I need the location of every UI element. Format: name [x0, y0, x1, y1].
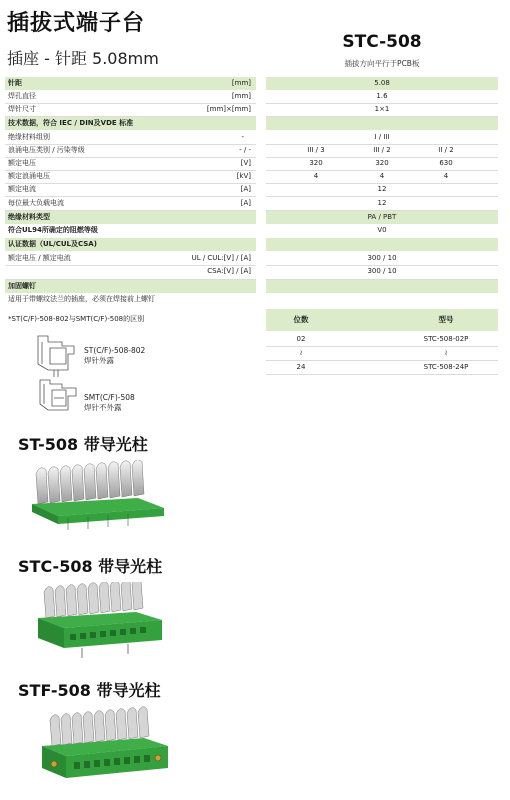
spec-label: 绝缘材料组别 — [8, 133, 50, 141]
spec-value: 4 — [443, 172, 449, 180]
spec-label: 绝缘材料类型 — [8, 213, 50, 221]
spec-value-row — [266, 170, 498, 183]
order-model: STC-508-24P — [423, 363, 469, 371]
spec-row — [5, 77, 256, 90]
spec-value-row — [266, 90, 498, 103]
spec-unit: - — [241, 133, 244, 141]
spec-unit: [mm] — [231, 92, 251, 100]
spec-unit: [mm]×[mm] — [206, 105, 251, 113]
spec-value: III / 3 — [307, 146, 325, 154]
spec-label: 符合UL94所确定的阻燃等级 — [8, 226, 98, 234]
spec-label: 额定浪涌电压 — [8, 172, 50, 180]
spec-value-row — [266, 265, 498, 278]
diagram-label — [84, 393, 135, 413]
section-title-stc-508: STC-508 带导光柱 — [18, 557, 163, 576]
difference-note: *ST(C/F)-508-802与SMT(C/F)-508的区别 — [8, 315, 145, 323]
spec-row — [5, 280, 256, 293]
spec-value: 300 / 10 — [367, 267, 397, 275]
spec-value-row — [266, 157, 498, 170]
spec-value-row — [266, 144, 498, 157]
spec-value: V0 — [377, 226, 387, 234]
st-508-product-image — [28, 460, 168, 532]
st-508-802-profile-diagram — [28, 334, 80, 378]
diagram-label-line: ST(C/F)-508-802 — [84, 346, 146, 355]
spec-value: PA / PBT — [367, 213, 397, 221]
spec-value: 1.6 — [376, 92, 388, 100]
order-table-header — [266, 309, 498, 331]
spec-row — [5, 293, 256, 306]
spec-value: 630 — [439, 159, 453, 167]
spec-label: 每位最大负载电流 — [8, 199, 64, 207]
spec-row — [5, 252, 256, 265]
order-model: ≀ — [444, 349, 448, 357]
spec-label: 加固螺钉 — [8, 282, 36, 290]
spec-unit: CSA:[V] / [A] — [207, 267, 251, 275]
spec-unit: UL / CUL:[V] / [A] — [191, 254, 251, 262]
spec-unit: [V] — [240, 159, 251, 167]
spec-row — [5, 197, 256, 210]
spec-value: 12 — [377, 199, 387, 207]
spec-value-row — [266, 77, 498, 90]
spec-value: 4 — [379, 172, 385, 180]
spec-row — [5, 183, 256, 196]
order-model: STC-508-02P — [423, 335, 469, 343]
order-positions: ≀ — [299, 349, 303, 357]
order-row — [266, 361, 498, 374]
page-subtitle: 插座 - 针距 5.08mm — [7, 49, 159, 68]
spec-row — [5, 224, 256, 237]
spec-unit: - / - — [239, 146, 251, 154]
spec-row — [5, 170, 256, 183]
spec-label: 额定电流 — [8, 185, 36, 193]
spec-unit: [kV] — [236, 172, 251, 180]
spec-label: 针距 — [8, 79, 22, 87]
spec-label: 焊针尺寸 — [8, 105, 36, 113]
spec-unit: [A] — [240, 199, 251, 207]
spec-value-row — [266, 117, 498, 130]
spec-label: 适用于带螺纹法兰的插座，必须在焊接前上螺钉 — [8, 295, 155, 303]
spec-value: 4 — [313, 172, 319, 180]
model-title: STC-508 — [342, 32, 422, 52]
spec-row — [5, 265, 256, 278]
spec-label: 认证数据（UL/CUL及CSA) — [8, 240, 97, 248]
smt-508-profile-diagram — [32, 378, 82, 414]
spec-value-row — [266, 252, 498, 265]
spec-value: 5.08 — [374, 79, 390, 87]
stc-508-product-image — [36, 582, 166, 660]
spec-label: 额定电压 — [8, 159, 36, 167]
order-row — [266, 347, 498, 360]
spec-value: 320 — [375, 159, 389, 167]
model-description: 插拔方向平行于PCB板 — [344, 59, 420, 68]
diagram-label-line: SMT(C/F)-508 — [84, 393, 135, 402]
spec-value-row — [266, 103, 498, 116]
spec-value: II / 2 — [438, 146, 454, 154]
spec-value: 1×1 — [374, 105, 390, 113]
diagram-label-line: 焊针不外露 — [84, 403, 122, 412]
section-title-st-508: ST-508 带导光柱 — [18, 435, 148, 454]
order-positions: 02 — [296, 335, 306, 343]
spec-row — [5, 238, 256, 251]
order-positions: 24 — [296, 363, 306, 371]
order-row — [266, 333, 498, 346]
section-title-stf-508: STF-508 带导光柱 — [18, 681, 161, 700]
spec-value-row — [266, 238, 498, 251]
spec-label: 焊孔直径 — [8, 92, 36, 100]
diagram-label — [84, 346, 145, 366]
spec-value-row — [266, 280, 498, 293]
spec-value: 12 — [377, 185, 387, 193]
spec-row — [5, 157, 256, 170]
spec-row — [5, 211, 256, 224]
spec-value: 300 / 10 — [367, 254, 397, 262]
page-title: 插拔式端子台 — [7, 11, 146, 36]
spec-value: III / 2 — [373, 146, 391, 154]
diagram-label-line: 焊针外露 — [84, 356, 114, 365]
spec-value: I / III — [374, 133, 390, 141]
spec-row — [5, 131, 256, 144]
spec-row — [5, 144, 256, 157]
order-header-positions: 位数 — [293, 315, 309, 324]
spec-value-row — [266, 183, 498, 196]
spec-row — [5, 90, 256, 103]
spec-unit: [mm] — [231, 79, 251, 87]
order-header-model: 型号 — [438, 315, 454, 324]
spec-value-row — [266, 197, 498, 210]
spec-value-row — [266, 224, 498, 237]
spec-unit: [A] — [240, 185, 251, 193]
spec-label: 浪涌电压类别 / 污染等级 — [8, 146, 85, 154]
spec-value-row — [266, 211, 498, 224]
spec-value-row — [266, 131, 498, 144]
spec-row — [5, 103, 256, 116]
stf-508-product-image — [40, 706, 170, 786]
spec-row — [5, 117, 256, 130]
spec-label: 技术数据，符合 IEC / DIN及VDE 标准 — [8, 119, 134, 127]
spec-value: 320 — [309, 159, 323, 167]
spec-label: 额定电压 / 额定电流 — [8, 254, 71, 262]
